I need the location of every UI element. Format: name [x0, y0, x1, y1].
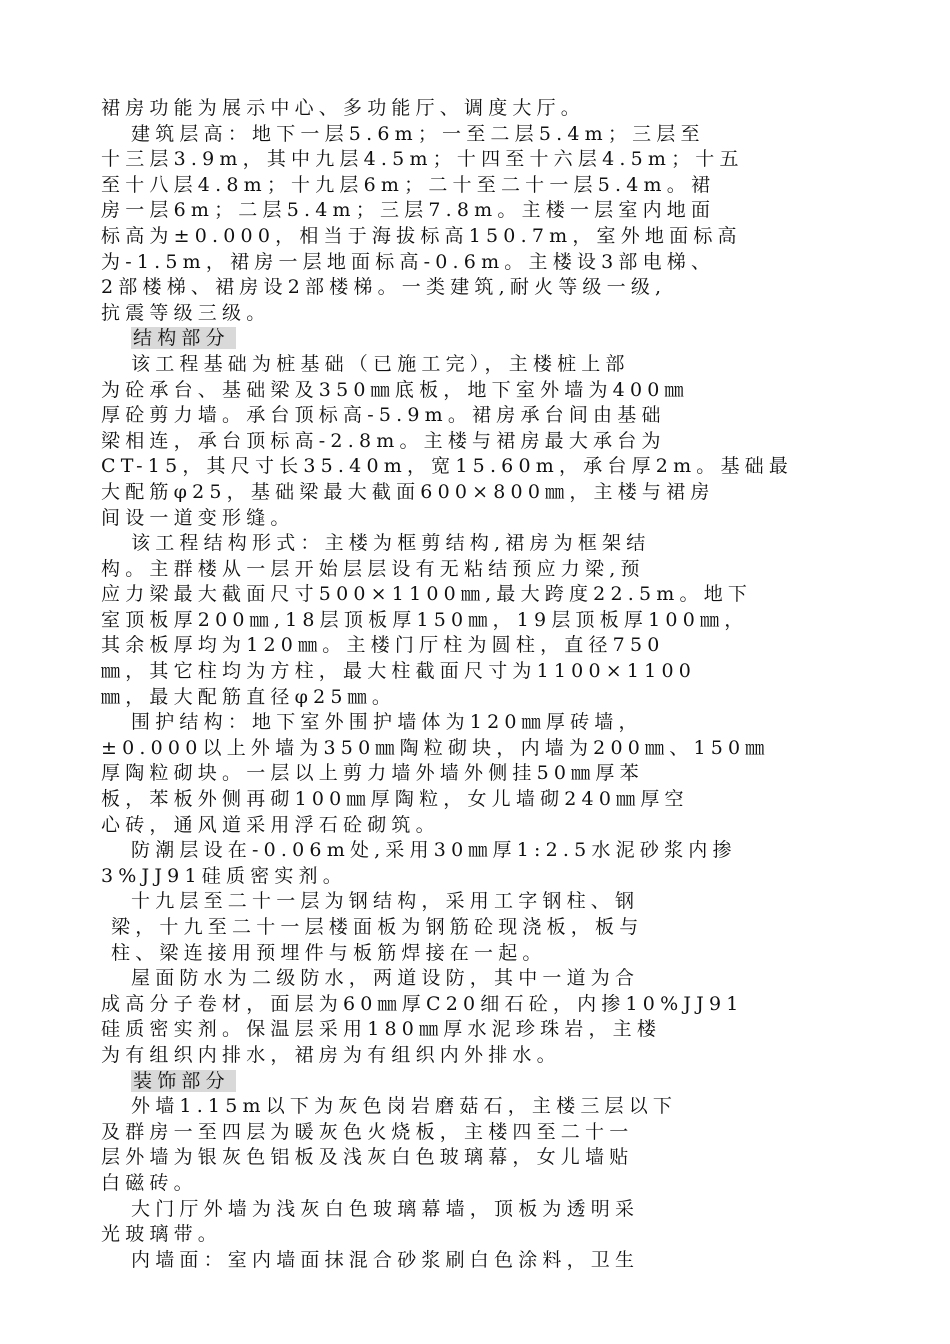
- text-line: 构。主群楼从一层开始层层设有无粘结预应力梁,预: [101, 557, 645, 580]
- text-line: 柱、梁连接用预埋件与板筋焊接在一起。: [111, 941, 547, 964]
- paragraph-start-line: 屋面防水为二级防水，两道设防，其中一道为合: [131, 967, 640, 990]
- section-heading-label: 结构部分: [131, 327, 236, 349]
- paragraph-start-line: 建筑层高：地下一层5.6m；一至二层5.4m；三层至: [131, 122, 705, 145]
- text-line: 为有组织内排水，裙房为有组织内外排水。: [101, 1043, 561, 1066]
- text-line: ㎜，其它柱均为方柱，最大柱截面尺寸为1100×1100: [101, 660, 697, 683]
- paragraph-start-line: 十九层至二十一层为钢结构，采用工字钢柱、钢: [131, 890, 640, 913]
- text-line: 至十八层4.8m；十九层6m；二十至二十一层5.4m。裙: [101, 173, 716, 196]
- paragraph-start-line: 围护结构：地下室外围护墙体为120㎜厚砖墙，: [131, 711, 643, 734]
- paragraph-start-line: 该工程结构形式：主楼为框剪结构,裙房为框架结: [131, 532, 651, 555]
- text-line: 梁，十九至二十一层楼面板为钢筋砼现浇板，板与: [111, 916, 644, 938]
- text-line: 层外墙为银灰色铝板及浅灰白色玻璃幕，女儿墙贴: [101, 1146, 634, 1169]
- text-line: 其余板厚均为120㎜。主楼门厅柱为圆柱，直径750: [101, 634, 665, 657]
- text-line: 十三层3.9m，其中九层4.5m；十四至十六层4.5m；十五: [101, 148, 744, 171]
- text-line: 及群房一至四层为暖灰色火烧板，主楼四至二十一: [101, 1120, 634, 1143]
- text-line: ±0.000以上外墙为350㎜陶粒砌块，内墙为200㎜、150㎜: [101, 736, 770, 759]
- text-line: 硅质密实剂。保温层采用180㎜厚水泥珍珠岩，主楼: [101, 1018, 662, 1041]
- text-line: 标高为±0.000，相当于海拔标高150.7m，室外地面标高: [101, 224, 742, 247]
- text-line: 间设一道变形缝。: [101, 506, 295, 529]
- text-line: 大配筋φ25，基础梁最大截面600×800㎜，主楼与裙房: [101, 480, 715, 503]
- document-page: [101, 96, 849, 1273]
- text-line: 板，苯板外侧再砌100㎜厚陶粒，女儿墙砌240㎜厚空: [101, 788, 689, 811]
- text-line: 为砼承台、基础梁及350㎜底板，地下室外墙为400㎜: [101, 378, 689, 401]
- text-line: CT-15，其尺寸长35.40m，宽15.60m，承台厚2m。基础最: [101, 455, 794, 478]
- paragraph-start-line: 内墙面：室内墙面抹混合砂浆刷白色涂料，卫生: [131, 1248, 640, 1271]
- text-line: 白磁砖。: [101, 1171, 198, 1194]
- section-heading-structure: [101, 326, 849, 352]
- section-heading-label: 装饰部分: [131, 1070, 236, 1092]
- text-line: 梁相连，承台顶标高-2.8m。主楼与裙房最大承台为: [101, 429, 666, 452]
- paragraph-start-line: 该工程基础为桩基础（已施工完），主楼桩上部: [131, 352, 630, 375]
- paragraph-start-line: 大门厅外墙为浅灰白色玻璃幕墙，顶板为透明采: [131, 1197, 640, 1220]
- text-line: ㎜，最大配筋直径φ25㎜。: [101, 685, 397, 708]
- text-line: 3%JJ91硅质密实剂。: [101, 864, 347, 887]
- text-line: 抗震等级三级。: [101, 301, 271, 324]
- text-line: 厚陶粒砌块。一层以上剪力墙外墙外侧挂50㎜厚苯: [101, 762, 644, 785]
- text-line: 房一层6m；二层5.4m；三层7.8m。主楼一层室内地面: [101, 199, 716, 222]
- text-line: 室顶板厚200㎜,18层顶板厚150㎜，19层顶板厚100㎜，: [101, 608, 749, 631]
- text-line: 应力梁最大截面尺寸500×1100㎜,最大跨度22.5m。地下: [101, 583, 753, 606]
- paragraph-start-line: 外墙1.15m以下为灰色岗岩磨菇石，主楼三层以下: [131, 1095, 678, 1118]
- text-line: 2部楼梯、裙房设2部楼梯。一类建筑,耐火等级一级,: [101, 276, 667, 299]
- text-line: 厚砼剪力墙。承台顶标高-5.9m。裙房承台间由基础: [101, 404, 666, 427]
- text-line: 成高分子卷材，面层为60㎜厚C20细石砼，内掺10%JJ91: [101, 992, 744, 1015]
- text-line: 为-1.5m，裙房一层地面标高-0.6m。主楼设3部电梯、: [101, 250, 716, 273]
- text-line: 裙房功能为展示中心、多功能厅、调度大厅。: [101, 97, 586, 119]
- section-heading-decoration: [101, 1069, 849, 1095]
- text-line: 光玻璃带。: [101, 1223, 223, 1246]
- paragraph-start-line: 防潮层设在-0.06m处,采用30㎜厚1:2.5水泥砂浆内掺: [131, 839, 737, 862]
- text-line: 心砖，通风道采用浮石砼砌筑。: [101, 813, 440, 836]
